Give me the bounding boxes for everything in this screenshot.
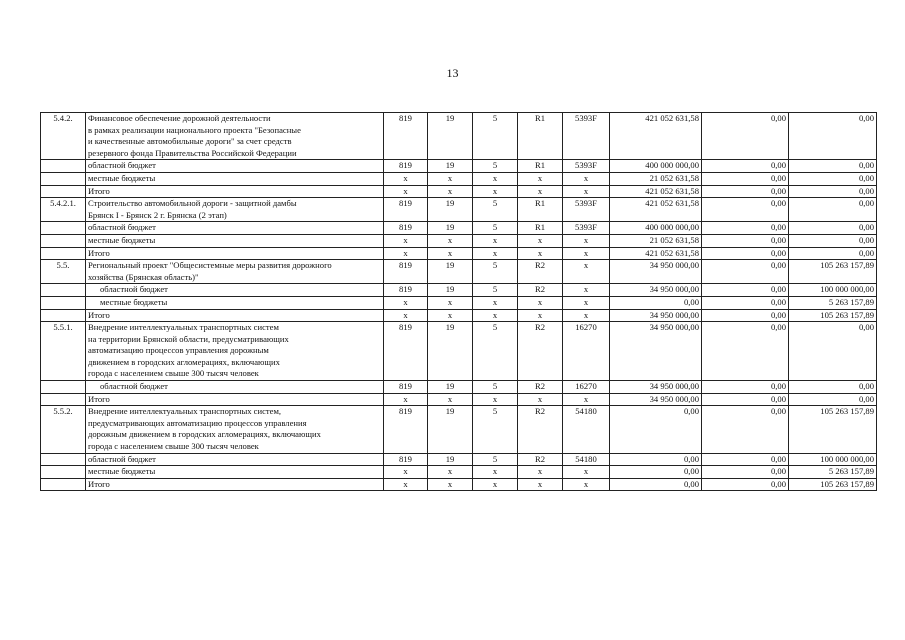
cell-code-target: R2 [518,381,563,394]
cell-item-number [41,466,86,479]
cell-code-admin: x [384,296,428,309]
cell-code-direction: x [563,466,610,479]
cell-code-subsection: 5 [473,406,518,453]
cell-code-admin: x [384,234,428,247]
cell-amount-year-3: 0,00 [789,160,877,173]
cell-code-subsection: 5 [473,198,518,222]
cell-item-number [41,160,86,173]
cell-code-target: R2 [518,406,563,453]
table-row [41,113,877,160]
cell-code-target: x [518,393,563,406]
cell-code-target: x [518,234,563,247]
cell-code-subsection: 5 [473,453,518,466]
cell-code-admin: x [384,466,428,479]
cell-code-section: 19 [428,222,473,235]
cell-item-name: областной бюджет [86,160,384,173]
cell-code-direction: 5393F [563,198,610,222]
cell-code-section: x [428,247,473,260]
table-row [41,453,877,466]
table-row [41,234,877,247]
budget-table [40,112,877,491]
cell-code-direction: 16270 [563,322,610,381]
table-row [41,260,877,284]
cell-code-subsection: 5 [473,160,518,173]
cell-code-section: x [428,466,473,479]
cell-code-admin: 819 [384,222,428,235]
cell-code-section: x [428,309,473,322]
cell-item-number: 5.4.2.1. [41,198,86,222]
cell-item-name: Региональный проект "Общесистемные меры развития дорожного хозяйства (Брянская область)" [86,260,384,284]
cell-amount-year-1: 400 000 000,00 [610,222,702,235]
table-row [41,284,877,297]
cell-code-section: 19 [428,198,473,222]
table-row [41,185,877,198]
cell-amount-year-3: 0,00 [789,172,877,185]
cell-amount-year-2: 0,00 [702,260,789,284]
cell-amount-year-3: 0,00 [789,185,877,198]
cell-amount-year-1: 421 052 631,58 [610,113,702,160]
cell-amount-year-1: 34 950 000,00 [610,322,702,381]
table-row [41,198,877,222]
cell-code-target: x [518,478,563,491]
cell-code-target: x [518,172,563,185]
cell-code-subsection: x [473,172,518,185]
cell-item-name: Итого [86,478,384,491]
cell-code-subsection: 5 [473,222,518,235]
cell-item-number [41,234,86,247]
cell-amount-year-2: 0,00 [702,309,789,322]
cell-item-number: 5.5. [41,260,86,284]
cell-item-number [41,296,86,309]
table-row [41,296,877,309]
cell-amount-year-3: 100 000 000,00 [789,284,877,297]
cell-amount-year-2: 0,00 [702,234,789,247]
cell-item-name: Строительство автомобильной дороги - защитной дамбы Брянск I - Брянск 2 г. Брянска (2 этап) [86,198,384,222]
cell-code-target: x [518,309,563,322]
cell-code-direction: 5393F [563,113,610,160]
cell-code-admin: 819 [384,406,428,453]
cell-code-subsection: x [473,234,518,247]
cell-amount-year-1: 34 950 000,00 [610,309,702,322]
cell-amount-year-1: 421 052 631,58 [610,198,702,222]
cell-code-subsection: x [473,185,518,198]
table-row [41,322,877,381]
cell-code-direction: 5393F [563,222,610,235]
cell-amount-year-3: 0,00 [789,247,877,260]
cell-amount-year-3: 100 000 000,00 [789,453,877,466]
cell-amount-year-3: 0,00 [789,393,877,406]
cell-amount-year-2: 0,00 [702,160,789,173]
cell-code-subsection: 5 [473,260,518,284]
table-row [41,466,877,479]
cell-amount-year-3: 105 263 157,89 [789,478,877,491]
cell-amount-year-2: 0,00 [702,466,789,479]
cell-item-name: местные бюджеты [86,234,384,247]
cell-code-admin: x [384,172,428,185]
cell-amount-year-3: 0,00 [789,381,877,394]
cell-code-section: 19 [428,160,473,173]
cell-code-subsection: 5 [473,284,518,297]
cell-code-direction: 54180 [563,453,610,466]
cell-code-target: R1 [518,198,563,222]
table-body [41,113,877,491]
cell-code-target: R2 [518,322,563,381]
cell-item-name: областной бюджет [86,381,384,394]
cell-code-direction: x [563,260,610,284]
cell-amount-year-1: 34 950 000,00 [610,393,702,406]
cell-code-section: x [428,478,473,491]
cell-amount-year-1: 0,00 [610,296,702,309]
cell-code-subsection: x [473,393,518,406]
cell-code-direction: 5393F [563,160,610,173]
cell-code-target: x [518,296,563,309]
cell-amount-year-2: 0,00 [702,322,789,381]
cell-code-direction: x [563,234,610,247]
cell-code-target: R2 [518,284,563,297]
cell-item-number: 5.5.1. [41,322,86,381]
cell-code-admin: x [384,247,428,260]
cell-code-subsection: 5 [473,113,518,160]
cell-amount-year-3: 0,00 [789,234,877,247]
cell-code-target: R1 [518,222,563,235]
cell-amount-year-2: 0,00 [702,113,789,160]
cell-code-direction: x [563,247,610,260]
cell-amount-year-1: 21 052 631,58 [610,234,702,247]
cell-code-section: x [428,172,473,185]
cell-amount-year-1: 0,00 [610,453,702,466]
cell-code-section: x [428,185,473,198]
cell-amount-year-2: 0,00 [702,247,789,260]
cell-item-name: Итого [86,393,384,406]
cell-code-section: x [428,234,473,247]
cell-item-number: 5.5.2. [41,406,86,453]
cell-item-number: 5.4.2. [41,113,86,160]
cell-amount-year-3: 105 263 157,89 [789,406,877,453]
cell-item-name: местные бюджеты [86,466,384,479]
cell-code-direction: x [563,284,610,297]
cell-code-direction: 16270 [563,381,610,394]
cell-code-target: R2 [518,453,563,466]
table-row [41,172,877,185]
cell-code-admin: 819 [384,260,428,284]
cell-amount-year-1: 0,00 [610,466,702,479]
cell-amount-year-3: 105 263 157,89 [789,309,877,322]
cell-code-subsection: x [473,466,518,479]
cell-amount-year-1: 421 052 631,58 [610,185,702,198]
cell-item-number [41,172,86,185]
cell-code-target: R1 [518,160,563,173]
table-row [41,381,877,394]
cell-code-direction: x [563,172,610,185]
cell-amount-year-1: 34 950 000,00 [610,381,702,394]
cell-item-name: Итого [86,185,384,198]
cell-item-number [41,309,86,322]
cell-code-admin: 819 [384,160,428,173]
cell-amount-year-1: 421 052 631,58 [610,247,702,260]
cell-code-target: x [518,185,563,198]
cell-amount-year-2: 0,00 [702,453,789,466]
cell-code-subsection: x [473,296,518,309]
cell-amount-year-1: 0,00 [610,406,702,453]
cell-code-section: 19 [428,453,473,466]
cell-item-number [41,185,86,198]
cell-code-direction: x [563,185,610,198]
table-row [41,393,877,406]
cell-amount-year-1: 0,00 [610,478,702,491]
cell-code-admin: 819 [384,381,428,394]
cell-amount-year-2: 0,00 [702,284,789,297]
cell-amount-year-2: 0,00 [702,296,789,309]
cell-item-name: областной бюджет [86,453,384,466]
cell-amount-year-3: 0,00 [789,222,877,235]
cell-code-section: 19 [428,284,473,297]
cell-code-subsection: x [473,247,518,260]
cell-code-direction: x [563,393,610,406]
cell-amount-year-3: 105 263 157,89 [789,260,877,284]
cell-item-name: Финансовое обеспечение дорожной деятельности в рамках реализации национального проекта "Безопасные и качественные автомобильные дороги" за счет средств резервного фонда Правительства Российской Федерации [86,113,384,160]
cell-amount-year-3: 0,00 [789,198,877,222]
cell-code-subsection: x [473,309,518,322]
table-row [41,406,877,453]
cell-code-section: 19 [428,381,473,394]
cell-item-number [41,453,86,466]
cell-item-number [41,284,86,297]
cell-amount-year-2: 0,00 [702,222,789,235]
cell-item-number [41,381,86,394]
cell-item-number [41,478,86,491]
table-row [41,309,877,322]
cell-item-name: местные бюджеты [86,296,384,309]
cell-amount-year-2: 0,00 [702,406,789,453]
table-row [41,478,877,491]
cell-code-direction: 54180 [563,406,610,453]
cell-code-admin: 819 [384,113,428,160]
table-row [41,247,877,260]
cell-item-name: местные бюджеты [86,172,384,185]
cell-amount-year-2: 0,00 [702,381,789,394]
cell-code-target: x [518,247,563,260]
cell-code-section: 19 [428,406,473,453]
cell-amount-year-1: 21 052 631,58 [610,172,702,185]
cell-amount-year-2: 0,00 [702,185,789,198]
cell-code-admin: 819 [384,453,428,466]
cell-code-admin: x [384,478,428,491]
cell-item-name: областной бюджет [86,222,384,235]
cell-amount-year-3: 5 263 157,89 [789,466,877,479]
cell-amount-year-2: 0,00 [702,393,789,406]
cell-item-number [41,247,86,260]
cell-item-number [41,222,86,235]
cell-item-name: областной бюджет [86,284,384,297]
table-row [41,160,877,173]
cell-code-section: x [428,393,473,406]
table-row [41,222,877,235]
cell-code-admin: x [384,185,428,198]
cell-item-name: Внедрение интеллектуальных транспортных систем, предусматривающих автоматизацию процессов управления дорожным движением в городских агломерациях, включающих города с населением свыше 300 тысяч человек [86,406,384,453]
cell-code-section: 19 [428,113,473,160]
cell-amount-year-3: 0,00 [789,322,877,381]
cell-code-admin: 819 [384,322,428,381]
cell-code-direction: x [563,309,610,322]
cell-item-name: Итого [86,309,384,322]
cell-code-target: x [518,466,563,479]
cell-code-section: 19 [428,260,473,284]
cell-amount-year-1: 34 950 000,00 [610,260,702,284]
cell-amount-year-3: 5 263 157,89 [789,296,877,309]
cell-code-admin: x [384,309,428,322]
cell-code-target: R1 [518,113,563,160]
cell-code-section: x [428,296,473,309]
cell-code-subsection: 5 [473,322,518,381]
cell-code-section: 19 [428,322,473,381]
cell-code-direction: x [563,296,610,309]
cell-amount-year-3: 0,00 [789,113,877,160]
cell-amount-year-1: 34 950 000,00 [610,284,702,297]
cell-code-admin: 819 [384,284,428,297]
page-number: 13 [446,66,459,80]
cell-code-direction: x [563,478,610,491]
cell-amount-year-1: 400 000 000,00 [610,160,702,173]
cell-amount-year-2: 0,00 [702,198,789,222]
cell-item-name: Внедрение интеллектуальных транспортных систем на территории Брянской области, предусматривающих автоматизацию процессов управления дорожным движением в городских агломерациях, включающих города с населением свыше 300 тысяч человек [86,322,384,381]
cell-amount-year-2: 0,00 [702,478,789,491]
cell-item-number [41,393,86,406]
cell-code-admin: 819 [384,198,428,222]
cell-code-subsection: x [473,478,518,491]
cell-code-subsection: 5 [473,381,518,394]
cell-code-target: R2 [518,260,563,284]
cell-amount-year-2: 0,00 [702,172,789,185]
cell-item-name: Итого [86,247,384,260]
cell-code-admin: x [384,393,428,406]
